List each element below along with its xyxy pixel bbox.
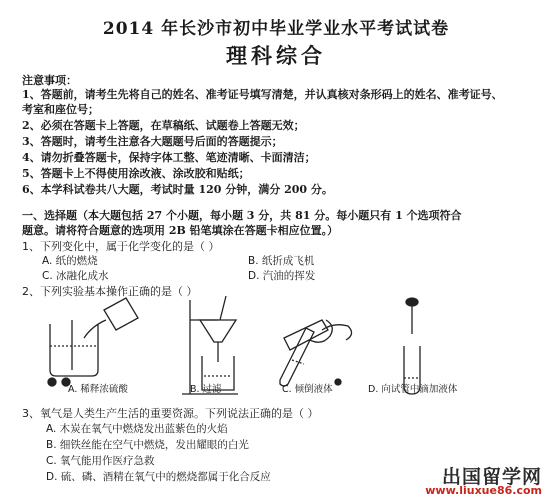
figure-d-dropper bbox=[404, 298, 420, 394]
notice-line-1: 1、答题前，请考生先将自己的姓名、准考证号填写清楚，并认真核对条形码上的姓名、准考证号、 bbox=[22, 88, 503, 101]
q2-caption-b: B. 过滤 bbox=[190, 384, 222, 395]
q3-option-a: A. 木炭在氧气中燃烧发出蓝紫色的火焰 bbox=[46, 423, 228, 435]
notice-heading: 注意事项： bbox=[22, 74, 77, 87]
q2-caption-a: A. 稀释浓硫酸 bbox=[68, 384, 128, 395]
exam-title: 2014 年长沙市初中毕业学业水平考试试卷 bbox=[102, 19, 450, 39]
question-1-stem: 1、下列变化中，属于化学变化的是（ ） bbox=[22, 240, 220, 253]
watermark-site-url: www.liuxue86.com bbox=[425, 484, 542, 497]
watermark-site-name: 出国留学网 bbox=[441, 466, 542, 488]
q2-caption-d: D. 向试管中滴加液体 bbox=[368, 384, 458, 395]
notice-line-2: 2、必须在答题卡上答题，在草稿纸、试题卷上答题无效； bbox=[22, 119, 305, 132]
q3-option-d: D. 硫、磷、酒精在氧气中的燃烧都属于化合反应 bbox=[46, 471, 271, 483]
notice-line-5: 5、答题卡上不得使用涂改液、涂改胶和贴纸； bbox=[22, 167, 250, 180]
notice-line-6: 6、本学科试卷共八大题，考试时量 120 分钟，满分 200 分。 bbox=[22, 183, 333, 196]
q1-option-c: C. 冰融化成水 bbox=[42, 270, 109, 282]
q3-option-c: C. 氧气能用作医疗急救 bbox=[46, 455, 155, 467]
q3-option-b: B. 细铁丝能在空气中燃烧，发出耀眼的白光 bbox=[46, 439, 249, 451]
figure-a-dilute-acid bbox=[48, 298, 138, 386]
q1-option-a: A. 纸的燃烧 bbox=[42, 255, 98, 267]
q2-caption-c: C. 倾倒液体 bbox=[282, 384, 333, 395]
question-3-stem: 3、氧气是人类生产生活的重要资源。下列说法正确的是（ ） bbox=[22, 407, 319, 420]
figure-b-filtration bbox=[182, 296, 238, 394]
section-instruction-line-1: 一、选择题（本大题包括 27 个小题，每小题 3 分，共 81 分。每小题只有 1 个选项符合 bbox=[22, 209, 462, 222]
q1-option-b: B. 纸折成飞机 bbox=[248, 255, 315, 267]
notice-line-4: 4、请勿折叠答题卡，保持字体工整、笔迹清晰、卡面清洁； bbox=[22, 151, 316, 164]
exam-subtitle: 理科综合 bbox=[226, 43, 326, 68]
notice-line-3: 3、答题时，请考生注意各大题题号后面的答题提示； bbox=[22, 135, 283, 148]
notice-line-1-cont: 考室和座位号； bbox=[22, 103, 99, 116]
question-2-stem: 2、下列实验基本操作正确的是（ ） bbox=[22, 285, 198, 298]
figure-c-pouring-liquid bbox=[280, 320, 352, 386]
section-instruction-line-2: 题意。请将符合题意的选项用 2B 铅笔填涂在答题卡相应位置。） bbox=[22, 224, 339, 237]
q1-option-d: D. 汽油的挥发 bbox=[248, 270, 316, 282]
